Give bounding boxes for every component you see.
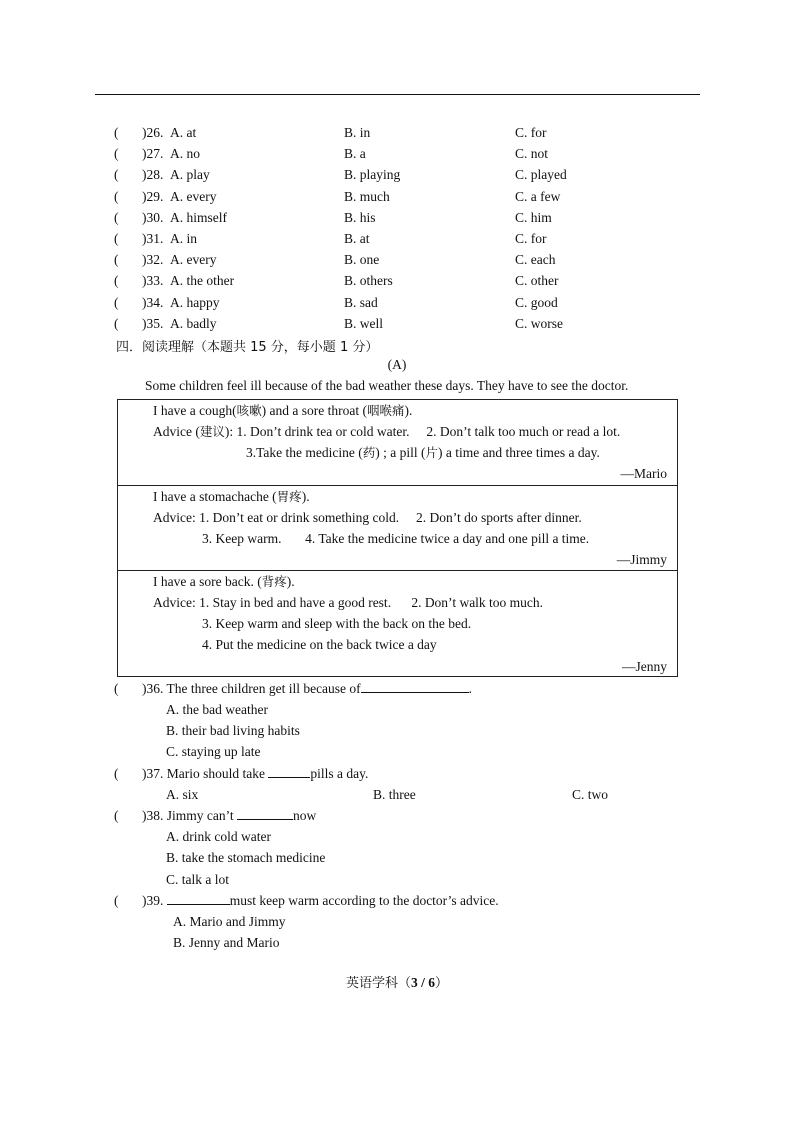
page-footer: 英语学科（3 / 6） [345,975,449,991]
option-a: A. at [170,125,197,140]
q38-option-c: C. talk a lot [166,872,229,887]
q39-answer-blank[interactable] [167,890,230,905]
option-c: C. good [515,294,558,310]
q36-option-a: A. the bad weather [166,702,268,717]
question-number: )34. [142,294,164,310]
box1-line3: 3.Take the medicine (药) ; a pill (片) a time and three times a day. [246,445,600,460]
answer-paren: ( [114,146,119,162]
q38-option-a: A. drink cold water [166,829,271,844]
question-number: )35. [142,315,164,331]
q39-stem: )39. must keep warm according to the doctor’s advice. [142,890,499,911]
answer-paren: ( [114,231,119,246]
box3-line3: 3. Keep warm and sleep with the back on the bed. [202,616,472,631]
signature-jimmy: —Jimmy [616,552,667,567]
option-b: B. playing [344,167,401,183]
question-number: )33. [142,273,164,289]
choice-row [0,143,794,164]
answer-paren: ( [114,294,119,310]
choice-row [0,249,794,270]
advice-box-jimmy [117,485,678,571]
answer-paren: ( [114,273,119,289]
passage-intro: Some children feel ill because of the bad weather these days. They have to see the doctor. [145,378,629,393]
footer-page-number: 3 / 6 [411,975,436,990]
q39-paren: ( [114,893,119,908]
q36-stem: )36. The three children get ill because of . [142,678,472,699]
q38-answer-blank[interactable] [237,805,293,820]
answer-paren: ( [114,167,119,183]
choice-row [0,164,794,185]
option-c: C. a few [515,188,561,204]
option-a: A. no [170,146,200,162]
question-number: )28. [142,167,164,183]
q36-option-b: B. their bad living habits [166,723,300,738]
option-a: A. badly [170,315,217,331]
box1-line2: Advice (建议): 1. Don’t drink tea or cold water. 2. Don’t talk too much or read a lot. [153,424,621,439]
q37-stem: )37. Mario should take pills a day. [142,763,368,784]
option-c: C. each [515,252,556,268]
question-number: )26. [142,125,164,140]
q36-paren: ( [114,681,119,696]
q38-paren: ( [114,808,119,823]
signature-jenny: —Jenny [622,659,667,674]
q37-paren: ( [114,766,119,781]
answer-paren: ( [114,209,119,225]
q39-option-b: B. Jenny and Mario [173,935,280,950]
q36-option-c: C. staying up late [166,744,261,759]
answer-paren: ( [114,315,119,331]
option-a: A. himself [170,209,227,225]
advice-box-jenny [117,570,678,677]
question-number: )31. [142,231,164,246]
answer-paren: ( [114,125,119,140]
option-a: A. every [170,188,217,204]
box3-line1: I have a sore back. (背疼). [153,574,295,589]
choice-row [0,122,794,143]
q38-stem: )38. Jimmy can’t now [142,805,316,826]
option-b: B. others [344,273,393,289]
option-b: B. well [344,315,383,331]
q37-answer-blank[interactable] [268,763,310,778]
q38-option-b: B. take the stomach medicine [166,850,326,865]
option-c: C. played [515,167,567,183]
option-a: A. in [170,231,197,246]
option-c: C. for [515,125,547,140]
choice-row [0,228,794,249]
answer-paren: ( [114,252,119,268]
choice-row [0,292,794,313]
q37-option-a: A. six [166,787,199,802]
option-b: B. at [344,231,370,246]
option-a: A. the other [170,273,235,289]
option-b: B. sad [344,294,378,310]
question-number: )27. [142,146,164,162]
q36-answer-blank[interactable] [361,678,469,693]
option-b: B. his [344,209,376,225]
choice-row [0,207,794,228]
option-c: C. not [515,146,549,162]
option-a: A. play [170,167,210,183]
option-c: C. other [515,273,559,289]
option-a: A. every [170,252,217,268]
box1-line1: I have a cough(咳嗽) and a sore throat (咽喉痛). [153,403,413,418]
q37-option-b: B. three [373,787,416,802]
q37-option-c: C. two [572,787,609,802]
option-a: A. happy [170,294,220,310]
box3-line2: Advice: 1. Stay in bed and have a good rest. 2. Don’t walk too much. [153,595,544,610]
passage-label: (A) [387,357,407,372]
choice-row [0,313,794,334]
box3-line4: 4. Put the medicine on the back twice a day [202,637,437,652]
choice-row [0,186,794,207]
option-c: C. him [515,209,552,225]
option-b: B. in [344,125,371,140]
top-rule [95,94,700,95]
footer-subject: 英语学科 [345,976,398,991]
option-c: C. worse [515,315,563,331]
section-title: 四．阅读理解（本题共 15 分，每小题 1 分） [116,340,379,355]
question-number: )30. [142,209,164,225]
option-b: B. a [344,146,366,162]
question-number: )29. [142,188,164,204]
box2-line1: I have a stomachache (胃疼). [153,489,310,504]
option-c: C. for [515,231,547,246]
signature-mario: —Mario [620,466,667,481]
answer-paren: ( [114,188,119,204]
q39-option-a: A. Mario and Jimmy [173,914,286,929]
option-b: B. much [344,188,390,204]
box2-line2: Advice: 1. Don’t eat or drink something cold. 2. Don’t do sports after dinner. [153,510,582,525]
choice-row [0,270,794,291]
option-b: B. one [344,252,380,268]
box2-line3: 3. Keep warm. 4. Take the medicine twice a day and one pill a time. [202,531,590,546]
question-number: )32. [142,252,164,268]
advice-box-mario [117,399,678,486]
